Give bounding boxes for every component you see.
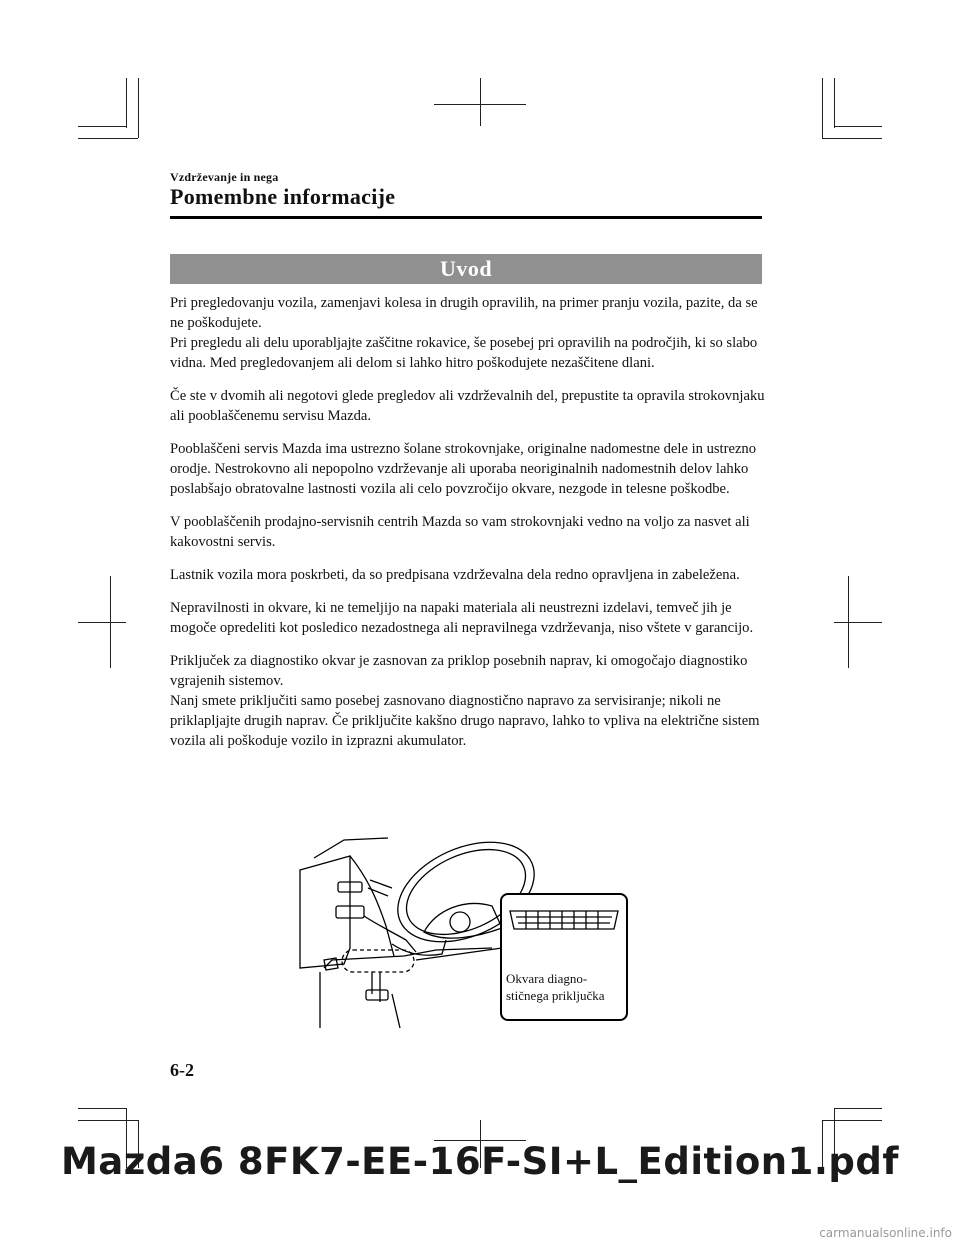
pedal bbox=[366, 990, 388, 1000]
dashboard-edge bbox=[314, 838, 388, 858]
connector-detail-icon bbox=[502, 905, 626, 945]
source-link[interactable]: carmanualsonline.info bbox=[819, 1226, 952, 1240]
header-rule bbox=[170, 216, 762, 219]
steering-hub-center bbox=[450, 912, 470, 932]
connector-shape bbox=[324, 958, 338, 970]
stalk-lever bbox=[368, 880, 392, 896]
pedal-arm bbox=[372, 972, 380, 1002]
page-number: 6-2 bbox=[170, 1060, 194, 1080]
paragraph: Pooblaščeni servis Mazda ima ustrezno šolane strokovnjake, originalne nadomestne dele in ustrezno orodje. Nestrokovno ali nepopolno vzdrževanje ali uporaba neoriginalnih nadomestnih delov lahko poslabšajo obratovalne lastnosti vozila ali celo povzročijo okvare, nezgode in telesne poškodbe. bbox=[170, 441, 757, 497]
chapter-label: Vzdrževanje in nega bbox=[170, 170, 279, 184]
connector-highlight bbox=[342, 950, 414, 972]
document-watermark: Mazda6 8FK7-EE-16F-SI+L_Edition1.pdf bbox=[60, 1140, 900, 1183]
body-text bbox=[170, 293, 766, 764]
paragraph: V pooblaščenih prodajno-servisnih centrih Mazda so vam strokovnjaki vedno na voljo za nasvet ali kakovostni servis. bbox=[170, 514, 750, 550]
floor-line bbox=[392, 994, 400, 1028]
paragraph: Če ste v dvomih ali negotovi glede pregledov ali vzdrževalnih del, prepustite ta opravila strokovnjaku ali pooblaščenemu servisu Mazda. bbox=[170, 388, 765, 424]
section-heading: Uvod bbox=[170, 254, 762, 284]
page-title: Pomembne informacije bbox=[170, 184, 396, 209]
paragraph: Lastnik vozila mora poskrbeti, da so predpisana vzdrževalna dela redno opravljena in zabeležena. bbox=[170, 567, 740, 583]
paragraph: Nepravilnosti in okvare, ki ne temeljijo na napaki materiala ali neustrezni izdelavi, temveč jih je mogoče opredeliti kot posledico nezadostnega ali nepravilnega vzdrževanja, niso vštete v garancijo. bbox=[170, 600, 754, 636]
dashboard-panel bbox=[300, 856, 350, 968]
paragraph: Pri pregledovanju vozila, zamenjavi kolesa in drugih opravilih, na primer pranju vozila, pazite, da se ne poškodujete. Pri pregledu ali delu uporabljajte zaščitne rokavice, še posebej pri opravilih na področjih, ki so slabo vidna. Med pregledovanjem ali delom si lahko hitro poškodujete nezaščitene dlani. bbox=[170, 295, 758, 371]
paragraph: Priključek za diagnostiko okvar je zasnovan za priklop posebnih naprav, ki omogočajo diagnostiko vgrajenih sistemov. Nanj smete priključiti samo posebej zasnovano diagnostično napravo za servisiranje; nikoli ne priklapljajte drugih naprav. Če priključite kakšno drugo napravo, lahko to vpliva na električne sistem vozila ali poškoduje vozilo in izprazni akumulator. bbox=[170, 653, 760, 749]
column-cover bbox=[364, 916, 416, 952]
callout-label: Okvara diagno- stičnega priključka bbox=[506, 971, 605, 1003]
